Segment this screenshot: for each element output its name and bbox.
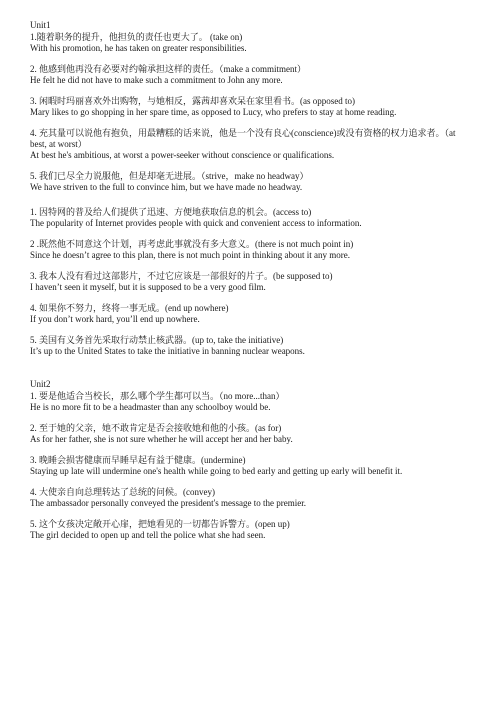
- exercise-item: [30, 391, 466, 413]
- exercise-item: [30, 32, 466, 54]
- chinese-sentence: 5. 这个女孩决定敞开心扉，把她看见的一切都告诉警方。(open up): [30, 519, 290, 529]
- exercise-item: [30, 487, 466, 509]
- exercise-item: [30, 64, 466, 86]
- chinese-sentence: 4. 充其量可以说他有抱负，用最糟糕的话来说，他是一个没有良心(conscience)或没有资格的权力追求者。（at best, at worst）: [30, 128, 456, 149]
- chinese-sentence: 1. 要是他适合当校长，那么哪个学生都可以当。（no more...than）: [30, 391, 285, 401]
- english-translation: We have striven to the full to convince him, but we have made no headway.: [30, 182, 303, 192]
- english-translation: The girl decided to open up and tell the police what she had seen.: [30, 530, 266, 540]
- english-translation: At best he's ambitious, at worst a power-seeker without conscience or qualifications.: [30, 150, 335, 160]
- exercise-item: [30, 128, 466, 161]
- exercise-item: [30, 96, 466, 118]
- exercise-item: [30, 239, 466, 261]
- chinese-sentence: 4. 如果你不努力，终将一事无成。(end up nowhere): [30, 303, 229, 313]
- english-translation: Since he doesn’t agree to this plan, there is not much point in thinking about it any more.: [30, 250, 351, 260]
- chinese-sentence: 5. 美国有义务首先采取行动禁止核武器。(up to, take the initiative): [30, 335, 284, 345]
- chinese-sentence: 1.随着职务的提升，他担负的责任也更大了。 (take on): [30, 32, 243, 42]
- exercise-item: [30, 423, 466, 445]
- english-translation: As for her father, she is not sure whether he will accept her and her baby.: [30, 434, 293, 444]
- chinese-sentence: 3. 晚睡会损害健康而早睡早起有益于健康。(undermine): [30, 455, 246, 465]
- chinese-sentence: 2. 至于她的父亲，她不敢肯定是否会接收她和他的小孩。(as for): [30, 423, 282, 433]
- unit-2-section: [30, 379, 466, 541]
- english-translation: With his promotion, he has taken on greater responsibilities.: [30, 43, 247, 53]
- chinese-sentence: 3. 我本人没有看过这部影片，不过它应该是一部很好的片子。(be supposed to): [30, 271, 333, 281]
- exercise-item: [30, 271, 466, 293]
- english-translation: The popularity of Internet provides people with quick and convenient access to information.: [30, 218, 362, 228]
- exercise-item: [30, 455, 466, 477]
- exercise-item: [30, 335, 466, 357]
- unit-1-section: [30, 20, 466, 357]
- english-translation: Mary likes to go shopping in her spare time, as opposed to Lucy, who prefers to stay at home reading.: [30, 107, 397, 117]
- unit-1-title: Unit1: [30, 20, 51, 30]
- chinese-sentence: 2 .既然他不同意这个计划，再考虑此事就没有多大意义。(there is not much point in): [30, 239, 354, 249]
- chinese-sentence: 3. 闲暇时玛丽喜欢外出购物，与她相反，露茜却喜欢呆在家里看书。(as opposed to): [30, 96, 355, 106]
- english-translation: I haven’t seen it myself, but it is supposed to be a very good film.: [30, 282, 266, 292]
- english-translation: It’s up to the United States to take the initiative in banning nuclear weapons.: [30, 346, 305, 356]
- chinese-sentence: 2. 他感到他再没有必要对约翰承担这样的责任。（make a commitment）: [30, 64, 306, 74]
- exercise-item: [30, 303, 466, 325]
- english-translation: The ambassador personally conveyed the president's message to the premier.: [30, 498, 307, 508]
- chinese-sentence: 1. 因特网的普及给人们提供了迅速、方便地获取信息的机会。(access to): [30, 207, 312, 217]
- exercise-item: [30, 519, 466, 541]
- chinese-sentence: 4. 大使亲自向总理转达了总统的问候。(convey): [30, 487, 215, 497]
- english-translation: He is no more fit to be a headmaster than any schoolboy would be.: [30, 402, 271, 412]
- english-translation: If you don’t work hard, you’ll end up nowhere.: [30, 314, 200, 324]
- chinese-sentence: 5. 我们已尽全力说服他，但是却毫无进展。（strive，make no headway）: [30, 171, 309, 181]
- english-translation: Staying up late will undermine one's health while going to bed early and getting up early will benefit it.: [30, 466, 403, 476]
- exercise-item: [30, 171, 466, 193]
- unit-2-title: Unit2: [30, 379, 51, 389]
- exercise-item: [30, 207, 466, 229]
- english-translation: He felt he did not have to make such a commitment to John any more.: [30, 75, 283, 85]
